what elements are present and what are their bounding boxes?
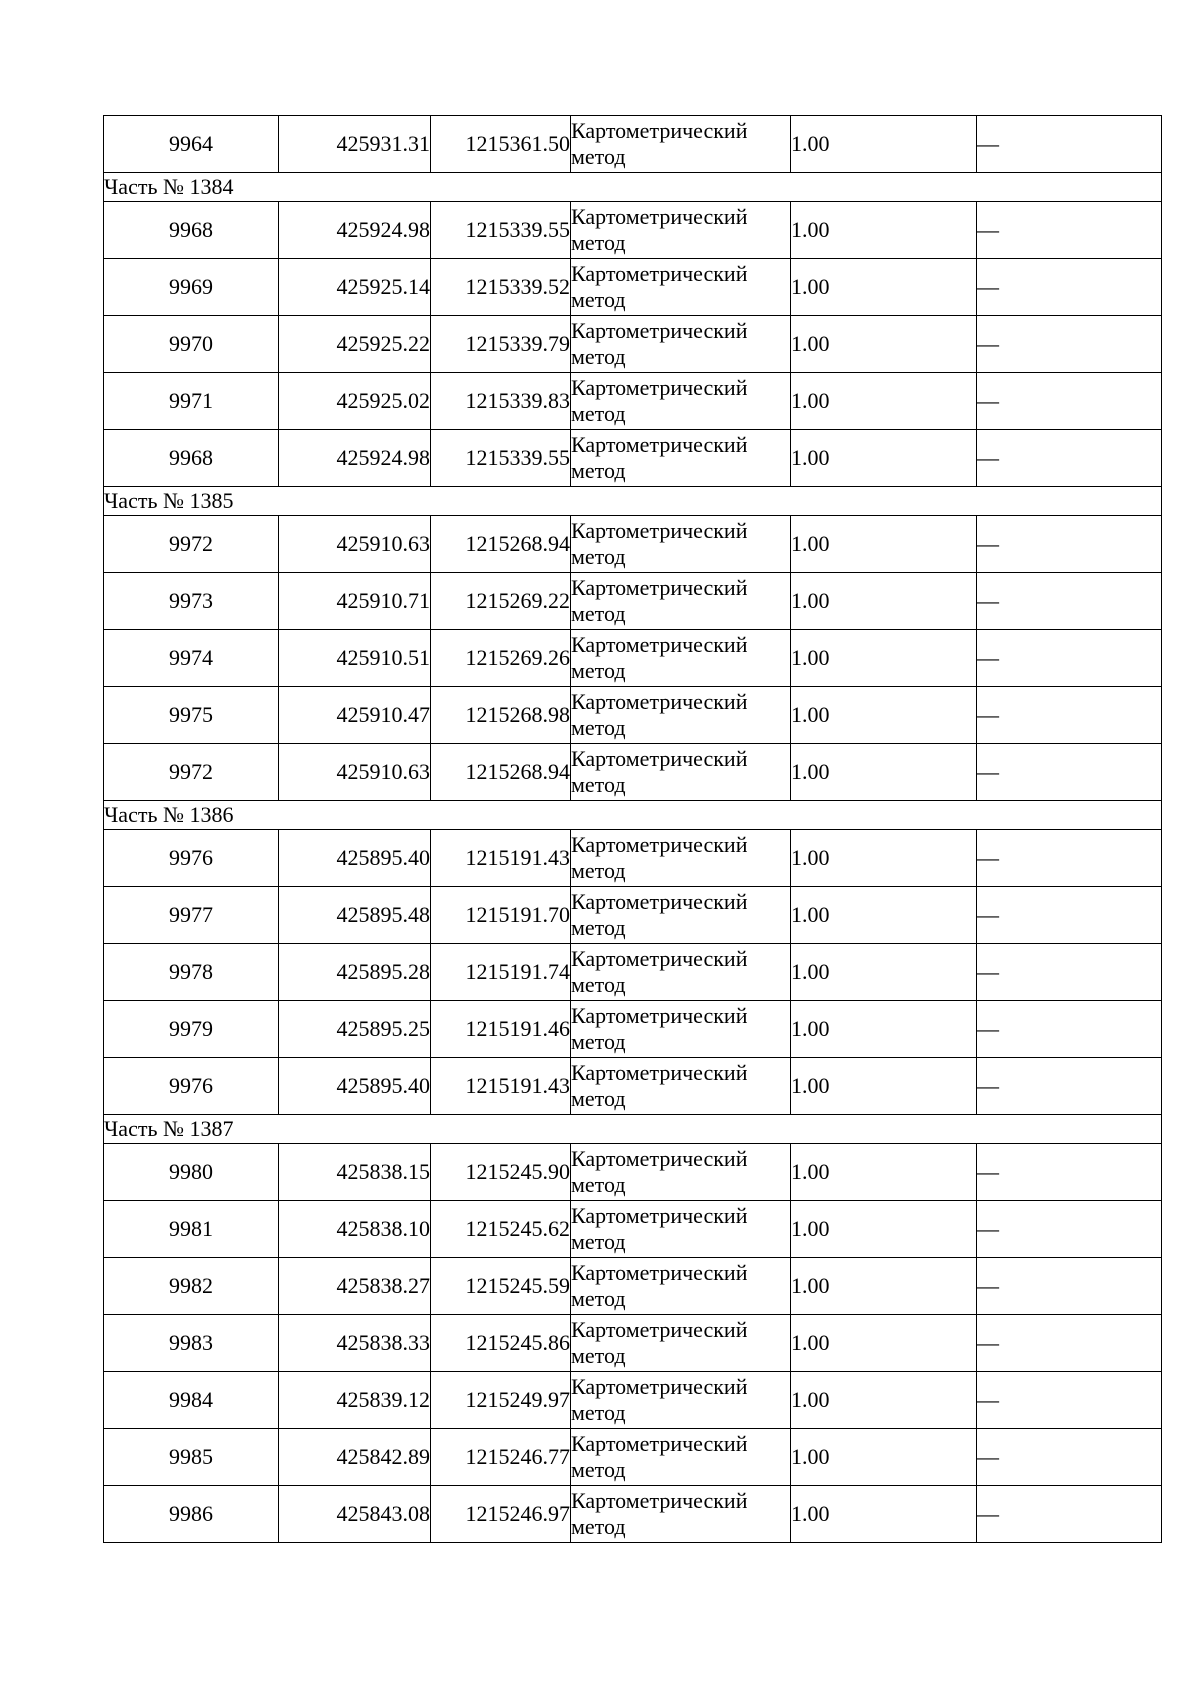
- point-number-cell: 9978: [104, 944, 279, 1001]
- x-coordinate-cell: 425925.02: [279, 373, 431, 430]
- accuracy-cell: 1.00: [791, 373, 977, 430]
- table-row: [104, 259, 1162, 316]
- section-header-row: [104, 173, 1162, 202]
- point-number-cell: 9970: [104, 316, 279, 373]
- method-text-line: метод: [571, 344, 626, 369]
- table-row: [104, 830, 1162, 887]
- method-cell: [571, 1201, 791, 1258]
- method-text-line: метод: [571, 915, 626, 940]
- x-coordinate-cell: 425843.08: [279, 1486, 431, 1543]
- y-coordinate-cell: 1215339.55: [431, 202, 571, 259]
- method-cell: [571, 1058, 791, 1115]
- method-text-line: Картометрический: [571, 1431, 748, 1456]
- method-text-line: Картометрический: [571, 432, 748, 457]
- description-cell: —: [977, 116, 1162, 173]
- method-text-line: Картометрический: [571, 1203, 748, 1228]
- method-cell: [571, 259, 791, 316]
- table-row: [104, 316, 1162, 373]
- accuracy-cell: 1.00: [791, 1372, 977, 1429]
- method-cell: [571, 1001, 791, 1058]
- method-text-line: Картометрический: [571, 318, 748, 343]
- description-cell: —: [977, 573, 1162, 630]
- method-text-line: Картометрический: [571, 1060, 748, 1085]
- method-text-line: Картометрический: [571, 1317, 748, 1342]
- y-coordinate-cell: 1215339.83: [431, 373, 571, 430]
- description-cell: —: [977, 373, 1162, 430]
- accuracy-cell: 1.00: [791, 1001, 977, 1058]
- y-coordinate-cell: 1215246.77: [431, 1429, 571, 1486]
- method-text-line: метод: [571, 772, 626, 797]
- method-cell: [571, 430, 791, 487]
- coordinates-table: [103, 115, 1162, 1543]
- accuracy-cell: 1.00: [791, 259, 977, 316]
- method-text-line: метод: [571, 658, 626, 683]
- description-cell: —: [977, 1201, 1162, 1258]
- method-cell: [571, 573, 791, 630]
- method-cell: [571, 1486, 791, 1543]
- method-text-line: метод: [571, 1343, 626, 1368]
- method-cell: [571, 116, 791, 173]
- method-text-line: Картометрический: [571, 118, 748, 143]
- table-row: [104, 202, 1162, 259]
- point-number-cell: 9973: [104, 573, 279, 630]
- y-coordinate-cell: 1215339.52: [431, 259, 571, 316]
- x-coordinate-cell: 425910.63: [279, 516, 431, 573]
- table-row: [104, 630, 1162, 687]
- method-text-line: метод: [571, 1229, 626, 1254]
- description-cell: —: [977, 316, 1162, 373]
- accuracy-cell: 1.00: [791, 830, 977, 887]
- table-row: [104, 687, 1162, 744]
- section-label: Часть № 1387: [104, 1115, 1162, 1144]
- method-text-line: Картометрический: [571, 889, 748, 914]
- method-text-line: Картометрический: [571, 632, 748, 657]
- accuracy-cell: 1.00: [791, 316, 977, 373]
- method-text-line: Картометрический: [571, 261, 748, 286]
- table-row: [104, 944, 1162, 1001]
- method-cell: [571, 830, 791, 887]
- point-number-cell: 9982: [104, 1258, 279, 1315]
- method-text-line: Картометрический: [571, 1146, 748, 1171]
- method-text-line: метод: [571, 1172, 626, 1197]
- method-cell: [571, 1258, 791, 1315]
- method-text-line: метод: [571, 458, 626, 483]
- point-number-cell: 9976: [104, 830, 279, 887]
- method-text-line: метод: [571, 1086, 626, 1111]
- x-coordinate-cell: 425838.10: [279, 1201, 431, 1258]
- description-cell: —: [977, 944, 1162, 1001]
- table-row: [104, 1429, 1162, 1486]
- y-coordinate-cell: 1215246.97: [431, 1486, 571, 1543]
- x-coordinate-cell: 425931.31: [279, 116, 431, 173]
- accuracy-cell: 1.00: [791, 1144, 977, 1201]
- method-text-line: Картометрический: [571, 946, 748, 971]
- method-cell: [571, 1429, 791, 1486]
- section-header-row: [104, 801, 1162, 830]
- method-cell: [571, 944, 791, 1001]
- table-row: [104, 744, 1162, 801]
- method-text-line: Картометрический: [571, 375, 748, 400]
- x-coordinate-cell: 425925.14: [279, 259, 431, 316]
- table-body: [104, 116, 1162, 1543]
- table-row: [104, 1001, 1162, 1058]
- point-number-cell: 9971: [104, 373, 279, 430]
- point-number-cell: 9980: [104, 1144, 279, 1201]
- y-coordinate-cell: 1215361.50: [431, 116, 571, 173]
- method-cell: [571, 744, 791, 801]
- y-coordinate-cell: 1215191.43: [431, 1058, 571, 1115]
- accuracy-cell: 1.00: [791, 516, 977, 573]
- accuracy-cell: 1.00: [791, 202, 977, 259]
- y-coordinate-cell: 1215245.59: [431, 1258, 571, 1315]
- table-row: [104, 516, 1162, 573]
- x-coordinate-cell: 425910.71: [279, 573, 431, 630]
- method-text-line: Картометрический: [571, 746, 748, 771]
- method-text-line: метод: [571, 601, 626, 626]
- description-cell: —: [977, 1058, 1162, 1115]
- method-text-line: Картометрический: [571, 1003, 748, 1028]
- method-text-line: Картометрический: [571, 575, 748, 600]
- y-coordinate-cell: 1215245.62: [431, 1201, 571, 1258]
- y-coordinate-cell: 1215245.90: [431, 1144, 571, 1201]
- table-row: [104, 1144, 1162, 1201]
- method-text-line: метод: [571, 1286, 626, 1311]
- point-number-cell: 9975: [104, 687, 279, 744]
- accuracy-cell: 1.00: [791, 116, 977, 173]
- method-text-line: метод: [571, 1457, 626, 1482]
- description-cell: —: [977, 744, 1162, 801]
- point-number-cell: 9972: [104, 516, 279, 573]
- method-cell: [571, 687, 791, 744]
- x-coordinate-cell: 425838.27: [279, 1258, 431, 1315]
- method-cell: [571, 1372, 791, 1429]
- accuracy-cell: 1.00: [791, 430, 977, 487]
- x-coordinate-cell: 425895.40: [279, 830, 431, 887]
- y-coordinate-cell: 1215191.70: [431, 887, 571, 944]
- accuracy-cell: 1.00: [791, 573, 977, 630]
- description-cell: —: [977, 830, 1162, 887]
- x-coordinate-cell: 425910.51: [279, 630, 431, 687]
- description-cell: —: [977, 1372, 1162, 1429]
- method-text-line: метод: [571, 715, 626, 740]
- x-coordinate-cell: 425910.63: [279, 744, 431, 801]
- table-row: [104, 573, 1162, 630]
- method-text-line: метод: [571, 972, 626, 997]
- y-coordinate-cell: 1215269.26: [431, 630, 571, 687]
- table-row: [104, 1258, 1162, 1315]
- point-number-cell: 9979: [104, 1001, 279, 1058]
- table-row: [104, 373, 1162, 430]
- method-text-line: Картометрический: [571, 204, 748, 229]
- description-cell: —: [977, 1429, 1162, 1486]
- description-cell: —: [977, 1001, 1162, 1058]
- method-text-line: метод: [571, 144, 626, 169]
- point-number-cell: 9968: [104, 202, 279, 259]
- method-text-line: Картометрический: [571, 1260, 748, 1285]
- table-row: [104, 116, 1162, 173]
- table-row: [104, 1058, 1162, 1115]
- x-coordinate-cell: 425924.98: [279, 202, 431, 259]
- x-coordinate-cell: 425924.98: [279, 430, 431, 487]
- method-text-line: Картометрический: [571, 832, 748, 857]
- accuracy-cell: 1.00: [791, 1201, 977, 1258]
- point-number-cell: 9976: [104, 1058, 279, 1115]
- method-text-line: метод: [571, 401, 626, 426]
- x-coordinate-cell: 425895.25: [279, 1001, 431, 1058]
- accuracy-cell: 1.00: [791, 744, 977, 801]
- point-number-cell: 9981: [104, 1201, 279, 1258]
- method-text-line: Картометрический: [571, 518, 748, 543]
- accuracy-cell: 1.00: [791, 944, 977, 1001]
- y-coordinate-cell: 1215191.43: [431, 830, 571, 887]
- section-header-row: [104, 487, 1162, 516]
- description-cell: —: [977, 202, 1162, 259]
- x-coordinate-cell: 425895.28: [279, 944, 431, 1001]
- y-coordinate-cell: 1215249.97: [431, 1372, 571, 1429]
- accuracy-cell: 1.00: [791, 1315, 977, 1372]
- y-coordinate-cell: 1215191.74: [431, 944, 571, 1001]
- x-coordinate-cell: 425910.47: [279, 687, 431, 744]
- y-coordinate-cell: 1215269.22: [431, 573, 571, 630]
- method-text-line: метод: [571, 287, 626, 312]
- method-cell: [571, 516, 791, 573]
- method-text-line: метод: [571, 544, 626, 569]
- method-text-line: метод: [571, 1029, 626, 1054]
- x-coordinate-cell: 425838.33: [279, 1315, 431, 1372]
- method-text-line: Картометрический: [571, 689, 748, 714]
- point-number-cell: 9985: [104, 1429, 279, 1486]
- description-cell: —: [977, 1486, 1162, 1543]
- description-cell: —: [977, 630, 1162, 687]
- accuracy-cell: 1.00: [791, 887, 977, 944]
- y-coordinate-cell: 1215339.79: [431, 316, 571, 373]
- section-label: Часть № 1384: [104, 173, 1162, 202]
- table-row: [104, 1315, 1162, 1372]
- method-text-line: Картометрический: [571, 1488, 748, 1513]
- point-number-cell: 9969: [104, 259, 279, 316]
- point-number-cell: 9972: [104, 744, 279, 801]
- point-number-cell: 9983: [104, 1315, 279, 1372]
- method-text-line: метод: [571, 1514, 626, 1539]
- accuracy-cell: 1.00: [791, 1429, 977, 1486]
- method-cell: [571, 373, 791, 430]
- table-row: [104, 887, 1162, 944]
- table-row: [104, 1372, 1162, 1429]
- description-cell: —: [977, 1144, 1162, 1201]
- accuracy-cell: 1.00: [791, 1058, 977, 1115]
- section-header-row: [104, 1115, 1162, 1144]
- point-number-cell: 9964: [104, 116, 279, 173]
- description-cell: —: [977, 687, 1162, 744]
- description-cell: —: [977, 887, 1162, 944]
- section-label: Часть № 1385: [104, 487, 1162, 516]
- method-text-line: метод: [571, 230, 626, 255]
- section-label: Часть № 1386: [104, 801, 1162, 830]
- point-number-cell: 9977: [104, 887, 279, 944]
- accuracy-cell: 1.00: [791, 630, 977, 687]
- method-cell: [571, 630, 791, 687]
- x-coordinate-cell: 425925.22: [279, 316, 431, 373]
- method-cell: [571, 1144, 791, 1201]
- description-cell: —: [977, 516, 1162, 573]
- description-cell: —: [977, 430, 1162, 487]
- y-coordinate-cell: 1215268.98: [431, 687, 571, 744]
- accuracy-cell: 1.00: [791, 1258, 977, 1315]
- table-row: [104, 1201, 1162, 1258]
- accuracy-cell: 1.00: [791, 687, 977, 744]
- table-row: [104, 1486, 1162, 1543]
- method-text-line: метод: [571, 858, 626, 883]
- x-coordinate-cell: 425895.48: [279, 887, 431, 944]
- point-number-cell: 9984: [104, 1372, 279, 1429]
- x-coordinate-cell: 425842.89: [279, 1429, 431, 1486]
- method-text-line: метод: [571, 1400, 626, 1425]
- method-cell: [571, 316, 791, 373]
- point-number-cell: 9968: [104, 430, 279, 487]
- y-coordinate-cell: 1215268.94: [431, 516, 571, 573]
- x-coordinate-cell: 425895.40: [279, 1058, 431, 1115]
- x-coordinate-cell: 425838.15: [279, 1144, 431, 1201]
- method-cell: [571, 887, 791, 944]
- point-number-cell: 9986: [104, 1486, 279, 1543]
- point-number-cell: 9974: [104, 630, 279, 687]
- y-coordinate-cell: 1215268.94: [431, 744, 571, 801]
- y-coordinate-cell: 1215191.46: [431, 1001, 571, 1058]
- y-coordinate-cell: 1215339.55: [431, 430, 571, 487]
- description-cell: —: [977, 1258, 1162, 1315]
- description-cell: —: [977, 259, 1162, 316]
- method-cell: [571, 202, 791, 259]
- x-coordinate-cell: 425839.12: [279, 1372, 431, 1429]
- accuracy-cell: 1.00: [791, 1486, 977, 1543]
- method-text-line: Картометрический: [571, 1374, 748, 1399]
- description-cell: —: [977, 1315, 1162, 1372]
- table-row: [104, 430, 1162, 487]
- y-coordinate-cell: 1215245.86: [431, 1315, 571, 1372]
- method-cell: [571, 1315, 791, 1372]
